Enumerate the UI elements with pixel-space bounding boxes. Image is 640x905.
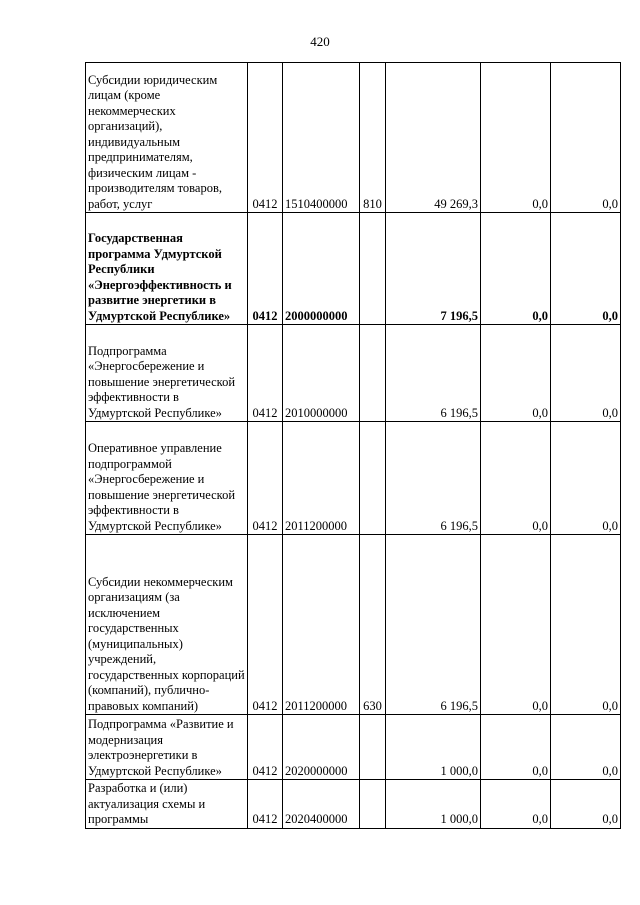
row-name: Субсидии юридическим лицам (кроме некоммерческих организаций), индивидуальным предпринимателям, физическим лицам - производителям товаров, работ, услуг [86, 63, 248, 213]
amount-year-2: 0,0 [481, 780, 551, 829]
target-code: 2011200000 [283, 535, 360, 715]
amount-year-2: 0,0 [481, 213, 551, 325]
amount-year-1: 1 000,0 [386, 715, 481, 780]
amount-year-2: 0,0 [481, 715, 551, 780]
expense-type [360, 325, 386, 422]
page-number: 420 [310, 34, 330, 49]
table-row [86, 422, 621, 535]
section-code: 0412 [248, 780, 283, 829]
expense-type: 630 [360, 535, 386, 715]
row-name: Подпрограмма «Развитие и модернизация электроэнергетики в Удмуртской Республике» [86, 715, 248, 780]
amount-year-3: 0,0 [551, 325, 621, 422]
amount-year-3: 0,0 [551, 780, 621, 829]
amount-year-1: 6 196,5 [386, 422, 481, 535]
budget-table [85, 62, 621, 829]
section-code: 0412 [248, 715, 283, 780]
row-name: Субсидии некоммерческим организациям (за исключением государственных (муниципальных) учреждений, государственных корпораций (компаний), публично-правовых компаний) [86, 535, 248, 715]
expense-type [360, 715, 386, 780]
row-name: Подпрограмма «Энергосбережение и повышение энергетической эффективности в Удмуртской Республике» [86, 325, 248, 422]
amount-year-1: 6 196,5 [386, 535, 481, 715]
target-code: 2010000000 [283, 325, 360, 422]
row-name: Разработка и (или) актуализация схемы и программы [86, 780, 248, 829]
section-code: 0412 [248, 63, 283, 213]
section-code: 0412 [248, 535, 283, 715]
target-code: 2020400000 [283, 780, 360, 829]
table-row [86, 325, 621, 422]
table-row [86, 63, 621, 213]
expense-type [360, 213, 386, 325]
amount-year-3: 0,0 [551, 63, 621, 213]
amount-year-3: 0,0 [551, 422, 621, 535]
section-code: 0412 [248, 422, 283, 535]
table-row [86, 535, 621, 715]
amount-year-3: 0,0 [551, 213, 621, 325]
section-code: 0412 [248, 213, 283, 325]
row-name: Оперативное управление подпрограммой «Энергосбережение и повышение энергетической эффективности в Удмуртской Республике» [86, 422, 248, 535]
table-row [86, 780, 621, 829]
amount-year-1: 49 269,3 [386, 63, 481, 213]
amount-year-1: 7 196,5 [386, 213, 481, 325]
expense-type [360, 780, 386, 829]
row-name: Государственная программа Удмуртской Республики «Энергоэффективность и развитие энергетики в Удмуртской Республике» [86, 213, 248, 325]
amount-year-2: 0,0 [481, 63, 551, 213]
section-code: 0412 [248, 325, 283, 422]
target-code: 2011200000 [283, 422, 360, 535]
amount-year-2: 0,0 [481, 535, 551, 715]
amount-year-3: 0,0 [551, 535, 621, 715]
amount-year-1: 6 196,5 [386, 325, 481, 422]
expense-type: 810 [360, 63, 386, 213]
amount-year-1: 1 000,0 [386, 780, 481, 829]
expense-type [360, 422, 386, 535]
table-row [86, 213, 621, 325]
target-code: 1510400000 [283, 63, 360, 213]
target-code: 2020000000 [283, 715, 360, 780]
amount-year-2: 0,0 [481, 325, 551, 422]
amount-year-2: 0,0 [481, 422, 551, 535]
amount-year-3: 0,0 [551, 715, 621, 780]
target-code: 2000000000 [283, 213, 360, 325]
table-row [86, 715, 621, 780]
